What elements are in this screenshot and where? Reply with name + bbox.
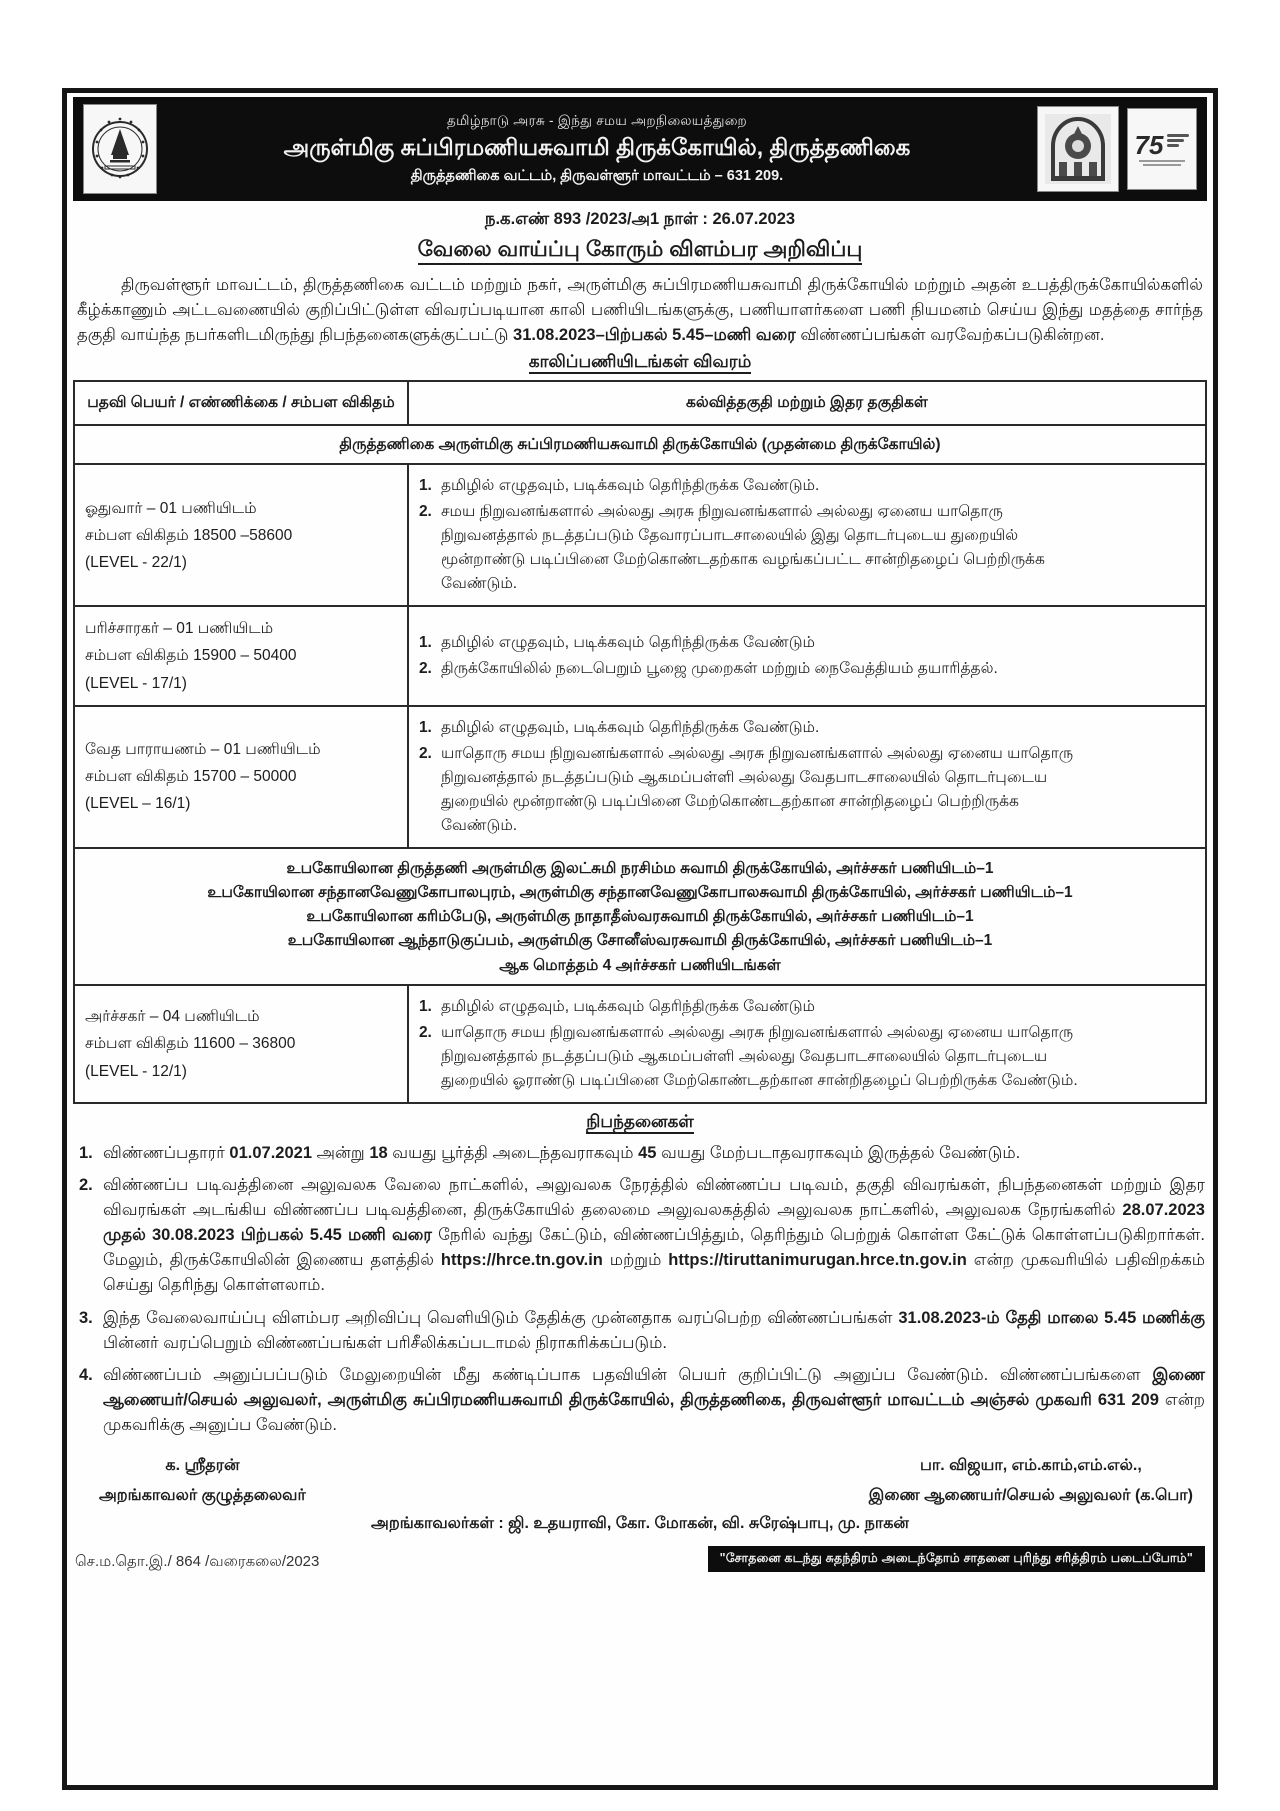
signature-left	[99, 1451, 306, 1512]
subtemple-line: உபகோயிலான சந்தானவேணுகோபாலபுரம், அருள்மிகு சந்தானவேணுகோபாலசுவாமி திருக்கோயில், அர்ச்சகர் பணியிடம்–1	[207, 883, 1073, 901]
temple-url-text: https://tiruttanimurugan.hrce.tn.gov.in	[668, 1251, 967, 1270]
subtemple-block	[74, 848, 1206, 985]
print-reference: செ.ம.தொ.இ./ 864 /வரைகலை/2023	[75, 1552, 320, 1570]
subtemple-line: உபகோயிலான கரிம்பேடு, அருள்மிகு நாதாதீஸ்வரசுவாமி திருக்கோயில், அர்ச்சகர் பணியிடம்–1	[306, 908, 974, 926]
header-band	[73, 97, 1207, 201]
azadi-caption-lines	[1139, 158, 1185, 166]
tn-govt-emblem-icon	[89, 109, 151, 189]
qualification-cell: 1. தமிழில் எழுதவும், படிக்கவும் தெரிந்திருக்க வேண்டும் 2. யாதொரு சமய நிறுவனங்களால் அல்லது அரசு நிறுவனங்களால் அல்லது ஏனைய யாதொரு நிறுவனத்தால் நடத்தப்படும் ஆகமப்பள்ளி அல்லது வேதபாடசாலையில் தொடர்புடைய துறையில் ஓராண்டு படிப்பினை மேற்கொண்டதற்கான சான்றிதழைப் பெற்றிருக்க வேண்டும்.	[408, 985, 1206, 1103]
condition-item: 4. விண்ணப்பம் அனுப்பப்படும் மேலுறையின் மீது கண்டிப்பாக பதவியின் பெயர் குறிப்பிட்டு அனுப்ப வேண்டும். விண்ணப்பங்களை இணை ஆணையர்/செயல் அலுவலர், அருள்மிகு சுப்பிரமணியசுவாமி திருக்கோயில், திருத்தணிகை, திருவள்ளூர் மாவட்டம் அஞ்சல் முகவரி 631 209 என்ற முகவரிக்கு அனுப்ப வேண்டும்.	[79, 1365, 1205, 1434]
post-cell: ஓதுவார் – 01 பணியிடம் சம்பள விகிதம் 18500 –58600 (LEVEL - 22/1)	[74, 464, 408, 606]
conditions-heading: நிபந்தனைகள்	[73, 1112, 1207, 1134]
qualification-cell: 1. தமிழில் எழுதவும், படிக்கவும் தெரிந்திருக்க வேண்டும் 2. திருக்கோயிலில் நடைபெறும் பூஜை முறைகள் மற்றும் நைவேத்தியம் தயாரித்தல்.	[408, 606, 1206, 705]
subtemple-row	[74, 848, 1206, 985]
qualification-cell: 1. தமிழில் எழுதவும், படிக்கவும் தெரிந்திருக்க வேண்டும். 2. சமய நிறுவனங்களால் அல்லது அரசு நிறுவனங்களால் அல்லது ஏனைய யாதொரு நிறுவனத்தால் நடத்தப்படும் தேவாரப்பாடசாலையில் இது தொடர்புடைய துறையில் மூன்றாண்டு படிப்பினை மேற்கொண்டதற்காக வழங்கப்பட்ட சான்றிதழைப் பெற்றிருக்க வேண்டும்.	[408, 464, 1206, 606]
temple-address-line: திருத்தணிகை வட்டம், திருவள்ளூர் மாவட்டம் – 631 209.	[410, 167, 784, 184]
signature-right	[869, 1451, 1193, 1512]
hrce-url-text: https://hrce.tn.gov.in	[440, 1251, 603, 1270]
vacancy-section-heading: காலிப்பணியிடங்கள் விவரம்	[73, 352, 1207, 374]
flag-swoosh-icon	[1163, 132, 1189, 147]
slogan-banner: "சோதனை கடந்து சுதந்திரம் அடைந்தோம் சாதனை புரிந்து சரித்திரம் படைப்போம்"	[708, 1546, 1205, 1572]
header-text-block	[157, 113, 1037, 186]
subtemple-total-line: ஆக மொத்தம் 4 அர்ச்சகர் பணியிடங்கள்	[499, 956, 781, 974]
vacancy-table	[73, 380, 1207, 1104]
table-header-row	[74, 381, 1206, 425]
tn-govt-emblem-logo	[83, 104, 157, 194]
qualification-cell: 1. தமிழில் எழுதவும், படிக்கவும் தெரிந்திருக்க வேண்டும். 2. யாதொரு சமய நிறுவனங்களால் அல்லது அரசு நிறுவனங்களால் அல்லது ஏனைய யாதொரு நிறுவனத்தால் நடத்தப்படும் ஆகமப்பள்ளி அல்லது வேதபாடசாலையில் தொடர்புடைய துறையில் மூன்றாண்டு படிப்பினை மேற்கொண்டதற்கான சான்றிதழைப் பெற்றிருக்க வேண்டும்.	[408, 706, 1206, 848]
temple-deity-logo	[1037, 106, 1119, 192]
table-row	[74, 464, 1206, 606]
footer-row	[73, 1546, 1207, 1578]
condition-item: 2. விண்ணப்ப படிவத்தினை அலுவலக வேலை நாட்களில், அலுவலக நேரத்தில் விண்ணப்ப படிவம், தகுதி விவரங்கள், நிபந்தனைகள் மற்றும் இதர விவரங்கள் அடங்கிய விண்ணப்ப படிவத்தினை, திருக்கோயில் தலைமை அலுவலகத்தில் அலுவலக நாட்களில், அலுவலக நேரங்களில் 28.07.2023 முதல் 30.08.2023 பிற்பகல் 5.45 மணி வரை நேரில் வந்து கேட்டும், விண்ணப்பித்தும், தெரிந்தும் பெற்றுக் கொள்ள கேட்டுக் கொள்ளப்படுகிறார்கள். மேலும், திருக்கோயிலின் இணைய தளத்தில் https://hrce.tn.gov.in மற்றும் https://tiruttanimurugan.hrce.tn.gov.in என்ற முகவரியில் பதிவிறக்கம் செய்து தெரிந்து கொள்ளலாம்.	[79, 1176, 1206, 1295]
table-row	[74, 706, 1206, 848]
signature-row	[73, 1451, 1207, 1512]
trustees-line: அறங்காவலர்கள் : ஜி. உதயராவி, கோ. மோகன், வி. சுரேஷ்பாபு, மு. நாகன்	[371, 1514, 909, 1532]
subtemple-line: உபகோயிலான ஆந்தாடுகுப்பம், அருள்மிகு சோனீஸ்வரசுவாமி திருக்கோயில், அர்ச்சகர் பணியிடம்–1	[287, 932, 993, 950]
department-line: தமிழ்நாடு அரசு - இந்து சமய அறநிலையத்துறை	[447, 112, 747, 128]
temple-deity-icon	[1043, 112, 1113, 186]
signatory-title: அறங்காவலர் குழுத்தலைவர்	[99, 1487, 306, 1505]
azadi-75-logo	[1127, 108, 1197, 190]
signatory-name: பா. விஜயா, எம்.காம்,எம்.எல்.,	[919, 1456, 1142, 1474]
temple-name-line: அருள்மிகு சுப்பிரமணியசுவாமி திருக்கோயில், திருத்தணிகை	[283, 133, 911, 160]
deadline-text: 31.08.2023–பிற்பகல் 5.45–மணி வரை	[513, 325, 796, 344]
table-row	[74, 606, 1206, 705]
column-header-post: பதவி பெயர் / எண்ணிக்கை / சம்பள விகிதம்	[74, 381, 408, 425]
post-cell: வேத பாராயணம் – 01 பணியிடம் சம்பள விகிதம் 15700 – 50000 (LEVEL – 16/1)	[74, 706, 408, 848]
table-row	[74, 985, 1206, 1103]
azadi-75-text: 75	[1134, 130, 1164, 160]
column-header-qualification: கல்வித்தகுதி மற்றும் இதர தகுதிகள்	[408, 381, 1206, 425]
document-frame	[62, 88, 1218, 1790]
subtemple-line: உபகோயிலான திருத்தணி அருள்மிகு இலட்சுமி நரசிம்ம சுவாமி திருக்கோயில், அர்ச்சகர் பணியிடம்–1	[286, 859, 994, 877]
signatory-title: இணை ஆணையர்/செயல் அலுவலர் (க.பொ)	[868, 1487, 1193, 1505]
condition-item: 1. விண்ணப்பதாரர் 01.07.2021 அன்று 18 வயது பூர்த்தி அடைந்தவராகவும் 45 வயது மேற்படாதவராகவும் இருத்தல் வேண்டும்.	[79, 1144, 1021, 1163]
notice-title: வேலை வாய்ப்பு கோரும் விளம்பர அறிவிப்பு	[73, 237, 1207, 264]
signatory-name: க. ஸ்ரீதரன்	[165, 1456, 240, 1474]
main-temple-row: திருத்தணிகை அருள்மிகு சுப்பிரமணியசுவாமி திருக்கோயில் (முதன்மை திருக்கோயில்)	[74, 425, 1206, 464]
reference-number-line: ந.க.எண் 893 /2023/அ1 நாள் : 26.07.2023	[484, 210, 796, 228]
condition-item: 3. இந்த வேலைவாய்ப்பு விளம்பர அறிவிப்பு வெளியிடும் தேதிக்கு முன்னதாக வரப்பெற்ற விண்ணப்பங்கள் 31.08.2023-ம் தேதி மாலை 5.45 மணிக்கு பின்னர் வரப்பெறும் விண்ணப்பங்கள் பரிசீலிக்கப்படாமல் நிராகரிக்கப்படும்.	[79, 1308, 1205, 1352]
post-cell: பரிச்சாரகர் – 01 பணியிடம் சம்பள விகிதம் 15900 – 50400 (LEVEL - 17/1)	[74, 606, 408, 705]
intro-paragraph: திருவள்ளூர் மாவட்டம், திருத்தணிகை வட்டம் மற்றும் நகர், அருள்மிகு சுப்பிரமணியசுவாமி திருக்கோயில் மற்றும் அதன் உபத்திருக்கோயில்களில் கீழ்க்காணும் அட்டவணையில் குறிப்பிட்டுள்ள விவரப்படியான காலி பணியிடங்களுக்கு, பணியாளர்களை பணி நியமனம் செய்ய இந்து மதத்தை சார்ந்த தகுதி வாய்ந்த நபர்களிடமிருந்து நிபந்தனைகளுக்குட்பட்டு 31.08.2023–பிற்பகல் 5.45–மணி வரை விண்ணப்பங்கள் வரவேற்கப்படுகின்றன.	[77, 276, 1203, 344]
post-cell: அர்ச்சகர் – 04 பணியிடம் சம்பள விகிதம் 11600 – 36800 (LEVEL - 12/1)	[74, 985, 408, 1103]
